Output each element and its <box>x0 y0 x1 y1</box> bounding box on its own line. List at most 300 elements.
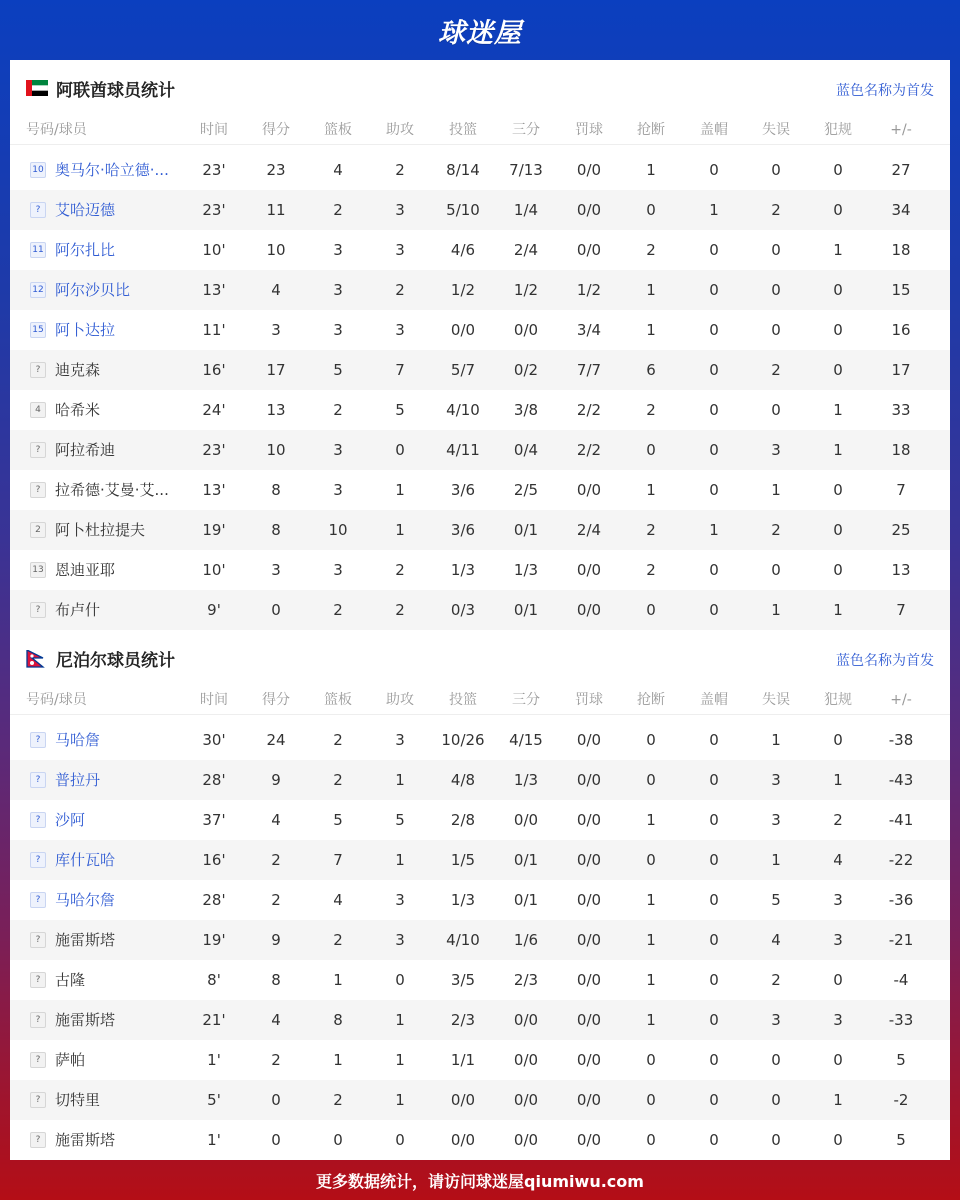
player-row[interactable] <box>10 590 950 630</box>
jersey-number-badge: ? <box>30 892 46 908</box>
stat-cell: 2 <box>271 891 281 909</box>
stat-cell: 19' <box>202 931 226 949</box>
stat-cell: 0/0 <box>576 851 602 869</box>
stat-cell: 0 <box>833 281 843 299</box>
stat-cell: 3 <box>333 561 343 579</box>
stat-cell: 0 <box>771 161 781 179</box>
player-name[interactable]: 萨帕 <box>55 1051 86 1069</box>
player-name[interactable]: 拉希德·艾曼·艾... <box>55 481 169 499</box>
column-header[interactable]: 号码/球员 <box>26 122 87 138</box>
stat-cell: 2 <box>333 771 343 789</box>
stat-cell: 2 <box>833 811 843 829</box>
player-row[interactable] <box>10 510 950 550</box>
stat-cell: 4/8 <box>450 771 476 789</box>
stat-cell: 5 <box>333 361 343 379</box>
column-header[interactable]: 投篮 <box>449 122 477 138</box>
stat-cell: 4 <box>771 931 781 949</box>
stat-cell: 13' <box>202 281 226 299</box>
stat-cell: 3 <box>771 771 781 789</box>
jersey-number-badge: ? <box>30 602 46 618</box>
team-section-header <box>10 630 950 690</box>
team-section-header <box>10 60 950 120</box>
player-name[interactable]: 普拉丹 <box>55 771 101 789</box>
stat-cell: 0 <box>646 771 656 789</box>
stat-cell: 0/0 <box>576 1091 602 1109</box>
stat-cell: 0/0 <box>576 971 602 989</box>
stat-cell: 9 <box>271 931 281 949</box>
column-header[interactable]: +/- <box>890 692 912 708</box>
stat-cell: 0 <box>771 241 781 259</box>
stat-cell: 0 <box>771 561 781 579</box>
stat-cell: 10/26 <box>441 731 485 749</box>
footer-banner[interactable]: 更多数据统计，请访问球迷屋qiumiwu.com <box>316 1171 644 1191</box>
player-row[interactable] <box>10 960 950 1000</box>
stat-cell: 0/0 <box>576 731 602 749</box>
jersey-number-badge: 10 <box>30 162 46 178</box>
column-header[interactable]: +/- <box>890 122 912 138</box>
stat-cell: 3 <box>771 441 781 459</box>
stat-cell: -22 <box>888 851 914 869</box>
column-header[interactable]: 抢断 <box>637 122 665 138</box>
stat-cell: 0 <box>271 1091 281 1109</box>
stat-cell: 3 <box>833 931 843 949</box>
stats-panel <box>10 60 950 1160</box>
stat-cell: 5 <box>395 401 405 419</box>
column-header[interactable]: 犯规 <box>824 122 852 138</box>
stat-cell: 0/2 <box>513 361 539 379</box>
stat-cell: 0 <box>833 201 843 219</box>
starter-legend-note: 蓝色名称为首发 <box>836 83 934 99</box>
player-name[interactable]: 奥马尔·哈立德·... <box>55 161 169 179</box>
stat-cell: 25 <box>891 521 911 539</box>
stat-cell: 5 <box>771 891 781 909</box>
stat-cell: 0/0 <box>576 481 602 499</box>
stat-cell: 0/0 <box>450 321 476 339</box>
stat-cell: 16 <box>891 321 911 339</box>
stat-cell: 3/6 <box>450 521 476 539</box>
stat-cell: 3 <box>395 891 405 909</box>
player-row[interactable] <box>10 720 950 760</box>
player-name[interactable]: 切特里 <box>55 1091 101 1109</box>
player-name[interactable]: 马哈尔詹 <box>55 891 116 909</box>
stat-cell: 0 <box>771 1091 781 1109</box>
player-row[interactable] <box>10 230 950 270</box>
column-header[interactable]: 罚球 <box>575 122 603 138</box>
stat-cell: 1 <box>395 1051 405 1069</box>
stat-cell: 0 <box>709 931 719 949</box>
stat-cell: 3 <box>395 201 405 219</box>
player-row[interactable] <box>10 390 950 430</box>
stat-cell: 0 <box>833 971 843 989</box>
stat-cell: 0 <box>709 771 719 789</box>
column-header[interactable]: 助攻 <box>386 122 414 138</box>
player-row[interactable] <box>10 470 950 510</box>
stat-cell: 30' <box>202 731 226 749</box>
stat-cell: 10 <box>266 441 286 459</box>
player-row[interactable] <box>10 1000 950 1040</box>
jersey-number-badge: ? <box>30 1132 46 1148</box>
jersey-number-badge: ? <box>30 812 46 828</box>
stat-cell: 0 <box>646 441 656 459</box>
stat-cell: 8 <box>271 521 281 539</box>
jersey-number-badge: ? <box>30 1092 46 1108</box>
jersey-number-badge: ? <box>30 852 46 868</box>
stat-cell: 1 <box>833 441 843 459</box>
stat-cell: 3 <box>333 321 343 339</box>
column-header[interactable]: 时间 <box>200 692 228 708</box>
stat-cell: 0 <box>709 1091 719 1109</box>
stat-cell: 0 <box>709 441 719 459</box>
stat-cell: 8 <box>271 481 281 499</box>
stat-cell: 2/2 <box>576 441 602 459</box>
stat-cell: 1 <box>833 401 843 419</box>
stat-cell: 28' <box>202 891 226 909</box>
stat-cell: 4 <box>333 891 343 909</box>
player-row[interactable] <box>10 310 950 350</box>
stat-cell: 1 <box>646 1011 656 1029</box>
stat-cell: 4 <box>271 811 281 829</box>
stat-cell: 10 <box>328 521 348 539</box>
stat-cell: 1 <box>833 1091 843 1109</box>
stat-cell: 1/3 <box>450 561 476 579</box>
stat-cell: 0 <box>646 601 656 619</box>
stat-cell: 3 <box>395 731 405 749</box>
stat-cell: 1 <box>395 1091 405 1109</box>
column-header[interactable]: 抢断 <box>637 692 665 708</box>
table-header-row <box>10 685 950 715</box>
stat-cell: 3/8 <box>513 401 539 419</box>
player-row[interactable] <box>10 1080 950 1120</box>
stat-cell: 1/6 <box>513 931 539 949</box>
stat-cell: 1 <box>771 731 781 749</box>
player-row[interactable] <box>10 920 950 960</box>
stat-cell: 0/0 <box>513 1131 539 1149</box>
stat-cell: 33 <box>891 401 911 419</box>
stat-cell: 4/6 <box>450 241 476 259</box>
stat-cell: 2 <box>771 201 781 219</box>
stat-cell: 0/1 <box>513 891 539 909</box>
stat-cell: 5 <box>333 811 343 829</box>
stat-cell: 9 <box>271 771 281 789</box>
stat-cell: 4/15 <box>509 731 543 749</box>
stat-cell: 1/2 <box>450 281 476 299</box>
stat-cell: 5 <box>896 1051 906 1069</box>
stat-cell: 7/7 <box>576 361 602 379</box>
stat-cell: 3 <box>271 561 281 579</box>
stat-cell: 13 <box>266 401 286 419</box>
player-name[interactable]: 施雷斯塔 <box>55 931 116 949</box>
stat-cell: 5 <box>395 811 405 829</box>
stat-cell: 0 <box>709 401 719 419</box>
stat-cell: 4 <box>833 851 843 869</box>
stat-cell: -36 <box>888 891 914 909</box>
stat-cell: 8 <box>333 1011 343 1029</box>
column-header[interactable]: 犯规 <box>824 692 852 708</box>
player-name[interactable]: 阿尔沙贝比 <box>55 281 131 299</box>
stat-cell: 11' <box>202 321 226 339</box>
stat-cell: 2 <box>333 1091 343 1109</box>
stat-cell: 0/0 <box>513 1091 539 1109</box>
stat-cell: 0 <box>646 201 656 219</box>
jersey-number-badge: ? <box>30 1012 46 1028</box>
stat-cell: 5' <box>207 1091 221 1109</box>
stat-cell: 1 <box>833 771 843 789</box>
stat-cell: 24 <box>266 731 286 749</box>
stat-cell: 0 <box>833 561 843 579</box>
stat-cell: 0/0 <box>576 1011 602 1029</box>
column-header[interactable]: 篮板 <box>324 122 352 138</box>
column-header[interactable]: 失误 <box>762 692 790 708</box>
jersey-number-badge: 12 <box>30 282 46 298</box>
column-header[interactable]: 三分 <box>512 692 540 708</box>
column-header[interactable]: 盖帽 <box>700 692 728 708</box>
player-name[interactable]: 库什瓦哈 <box>55 851 116 869</box>
stat-cell: 0/0 <box>576 561 602 579</box>
stat-cell: 2 <box>395 601 405 619</box>
stat-cell: 3 <box>395 931 405 949</box>
stat-cell: 0 <box>771 1131 781 1149</box>
stat-cell: 0/1 <box>513 521 539 539</box>
table-header-row <box>10 115 950 145</box>
stat-cell: 16' <box>202 851 226 869</box>
stat-cell: 1/3 <box>513 561 539 579</box>
stat-cell: 1 <box>395 521 405 539</box>
stat-cell: 5 <box>896 1131 906 1149</box>
stat-cell: 1 <box>646 891 656 909</box>
column-header[interactable]: 失误 <box>762 122 790 138</box>
player-name[interactable]: 恩迪亚耶 <box>55 561 116 579</box>
player-row[interactable] <box>10 550 950 590</box>
player-name[interactable]: 阿卜达拉 <box>55 321 116 339</box>
player-row[interactable] <box>10 1040 950 1080</box>
stat-cell: 3 <box>333 241 343 259</box>
player-name[interactable]: 艾哈迈德 <box>55 201 116 219</box>
stat-cell: 0 <box>709 1011 719 1029</box>
stat-cell: 8/14 <box>446 161 480 179</box>
jersey-number-badge: ? <box>30 442 46 458</box>
stat-cell: 4/11 <box>446 441 480 459</box>
player-name[interactable]: 阿尔扎比 <box>55 241 116 259</box>
stat-cell: 0 <box>833 1131 843 1149</box>
column-header[interactable]: 时间 <box>200 122 228 138</box>
stat-cell: 1 <box>395 1011 405 1029</box>
stat-cell: 3 <box>333 281 343 299</box>
player-row[interactable] <box>10 150 950 190</box>
stat-cell: 23 <box>266 161 286 179</box>
stat-cell: 0/4 <box>513 441 539 459</box>
player-name[interactable]: 施雷斯塔 <box>55 1011 116 1029</box>
player-name[interactable]: 马哈詹 <box>55 731 101 749</box>
stat-cell: 13' <box>202 481 226 499</box>
stat-cell: 1 <box>709 201 719 219</box>
stat-cell: 0 <box>771 1051 781 1069</box>
stat-cell: 1/3 <box>513 771 539 789</box>
stat-cell: 1 <box>646 161 656 179</box>
jersey-number-badge: 13 <box>30 562 46 578</box>
stat-cell: 2/5 <box>513 481 539 499</box>
team-title: 阿联酋球员统计 <box>56 81 175 101</box>
stat-cell: 1 <box>771 601 781 619</box>
stat-cell: 0 <box>271 1131 281 1149</box>
stat-cell: 0/0 <box>576 811 602 829</box>
player-name[interactable]: 沙阿 <box>55 811 86 829</box>
stat-cell: 1 <box>833 601 843 619</box>
stat-cell: 7 <box>395 361 405 379</box>
stat-cell: 2 <box>646 561 656 579</box>
stat-cell: 1/2 <box>513 281 539 299</box>
player-row[interactable] <box>10 430 950 470</box>
team-title: 尼泊尔球员统计 <box>56 651 175 671</box>
stat-cell: 7 <box>333 851 343 869</box>
stat-cell: 0 <box>709 561 719 579</box>
stat-cell: 2 <box>271 851 281 869</box>
stat-cell: 37' <box>202 811 226 829</box>
stat-cell: 0 <box>709 971 719 989</box>
column-header[interactable]: 三分 <box>512 122 540 138</box>
stat-cell: 0 <box>771 281 781 299</box>
column-header[interactable]: 篮板 <box>324 692 352 708</box>
stat-cell: 2 <box>395 561 405 579</box>
stat-cell: 1 <box>333 1051 343 1069</box>
jersey-number-badge: ? <box>30 772 46 788</box>
stat-cell: 2 <box>395 161 405 179</box>
stat-cell: 2/4 <box>513 241 539 259</box>
stat-cell: 10 <box>266 241 286 259</box>
stat-cell: 1 <box>646 481 656 499</box>
stat-cell: 1/1 <box>450 1051 476 1069</box>
stat-cell: 16' <box>202 361 226 379</box>
player-row[interactable] <box>10 1120 950 1160</box>
player-row[interactable] <box>10 760 950 800</box>
jersey-number-badge: ? <box>30 482 46 498</box>
stat-cell: 0/0 <box>576 1051 602 1069</box>
stat-cell: 17 <box>266 361 286 379</box>
column-header[interactable]: 罚球 <box>575 692 603 708</box>
stat-cell: 1 <box>395 481 405 499</box>
stat-cell: 34 <box>891 201 911 219</box>
player-name[interactable]: 施雷斯塔 <box>55 1131 116 1149</box>
stat-cell: 4 <box>271 281 281 299</box>
stat-cell: -33 <box>888 1011 914 1029</box>
stat-cell: 1/2 <box>576 281 602 299</box>
player-name[interactable]: 阿拉希迪 <box>55 441 116 459</box>
stat-cell: 3/5 <box>450 971 476 989</box>
stat-cell: 9' <box>207 601 221 619</box>
player-row[interactable] <box>10 190 950 230</box>
stat-cell: 10' <box>202 561 226 579</box>
stat-cell: 2 <box>771 971 781 989</box>
player-row[interactable] <box>10 880 950 920</box>
stat-cell: 1 <box>833 241 843 259</box>
column-header[interactable]: 投篮 <box>449 692 477 708</box>
stat-cell: 1/3 <box>450 891 476 909</box>
stat-cell: 18 <box>891 441 911 459</box>
jersey-number-badge: 15 <box>30 322 46 338</box>
column-header[interactable]: 号码/球员 <box>26 692 87 708</box>
jersey-number-badge: ? <box>30 972 46 988</box>
column-header[interactable]: 得分 <box>262 692 290 708</box>
stat-cell: 0/0 <box>576 1131 602 1149</box>
player-row[interactable] <box>10 270 950 310</box>
stat-cell: 3 <box>395 321 405 339</box>
stat-cell: 17 <box>891 361 911 379</box>
stat-cell: 2 <box>646 401 656 419</box>
stat-cell: -21 <box>888 931 914 949</box>
player-row[interactable] <box>10 350 950 390</box>
stat-cell: 0 <box>646 1131 656 1149</box>
column-header[interactable]: 得分 <box>262 122 290 138</box>
stat-cell: 13 <box>891 561 911 579</box>
stat-cell: -4 <box>893 971 909 989</box>
stat-cell: 0 <box>709 1131 719 1149</box>
stat-cell: 0 <box>833 521 843 539</box>
stat-cell: 19' <box>202 521 226 539</box>
stat-cell: 10' <box>202 241 226 259</box>
stat-cell: 0 <box>395 1131 405 1149</box>
stat-cell: 0 <box>709 361 719 379</box>
stat-cell: 0 <box>709 601 719 619</box>
stat-cell: 3 <box>833 891 843 909</box>
stat-cell: 3 <box>333 441 343 459</box>
stat-cell: 5/10 <box>446 201 480 219</box>
stat-cell: 1 <box>646 321 656 339</box>
stat-cell: 0 <box>709 241 719 259</box>
stat-cell: 3 <box>395 241 405 259</box>
stat-cell: 0 <box>709 481 719 499</box>
player-name[interactable]: 哈希米 <box>55 401 101 419</box>
stat-cell: 0/0 <box>450 1091 476 1109</box>
stat-cell: 23' <box>202 201 226 219</box>
stat-cell: 0 <box>333 1131 343 1149</box>
stat-cell: 8 <box>271 971 281 989</box>
player-row[interactable] <box>10 840 950 880</box>
stat-cell: 0 <box>709 811 719 829</box>
player-name[interactable]: 迪克森 <box>55 361 101 379</box>
stat-cell: 2 <box>646 241 656 259</box>
stat-cell: 0/0 <box>576 931 602 949</box>
stat-cell: 0 <box>833 1051 843 1069</box>
uae-flag-icon <box>26 80 48 96</box>
stat-cell: 18 <box>891 241 911 259</box>
player-row[interactable] <box>10 800 950 840</box>
stat-cell: 6 <box>646 361 656 379</box>
stat-cell: -2 <box>893 1091 909 1109</box>
player-name[interactable]: 古隆 <box>55 971 86 989</box>
stat-cell: -41 <box>888 811 914 829</box>
stat-cell: 3/4 <box>576 321 602 339</box>
stat-cell: 11 <box>266 201 286 219</box>
player-name[interactable]: 阿卜杜拉提夫 <box>55 521 146 539</box>
stat-cell: 0/0 <box>513 1051 539 1069</box>
qiumiwu-logo: 球迷屋 <box>438 17 522 49</box>
stat-cell: 27 <box>891 161 911 179</box>
stat-cell: 7 <box>896 481 906 499</box>
stat-cell: 1 <box>646 971 656 989</box>
column-header[interactable]: 助攻 <box>386 692 414 708</box>
stat-cell: 0 <box>833 481 843 499</box>
stat-cell: -38 <box>888 731 914 749</box>
player-name[interactable]: 布卢什 <box>55 601 101 619</box>
column-header[interactable]: 盖帽 <box>700 122 728 138</box>
jersey-number-badge: 11 <box>30 242 46 258</box>
stat-cell: 1 <box>646 931 656 949</box>
stat-cell: 0 <box>646 851 656 869</box>
stat-cell: 0/0 <box>576 601 602 619</box>
stat-cell: 0/0 <box>576 891 602 909</box>
jersey-number-badge: 2 <box>30 522 46 538</box>
stat-cell: 1' <box>207 1131 221 1149</box>
stat-cell: 0 <box>771 401 781 419</box>
